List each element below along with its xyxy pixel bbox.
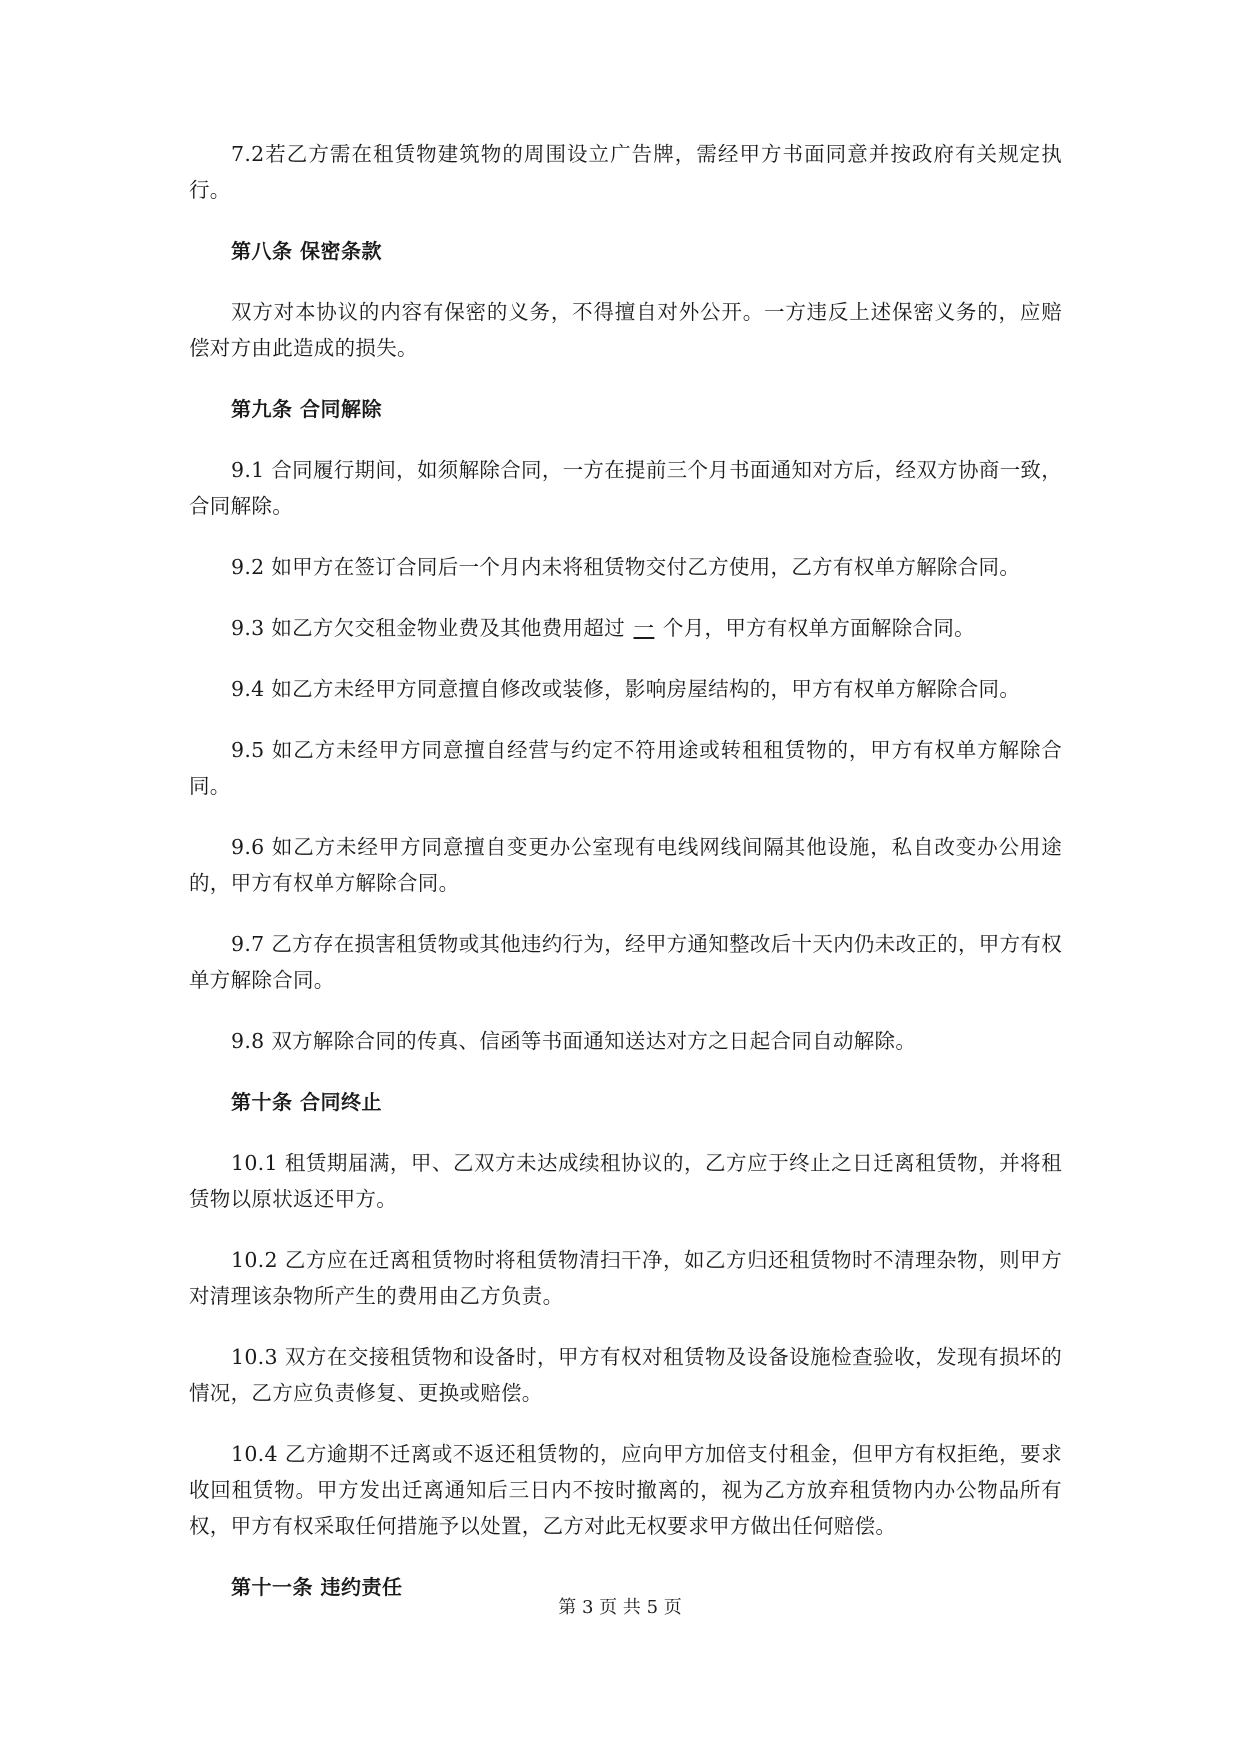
document-body [189, 136, 1062, 1630]
clause-10-1: 10.1 租赁期届满，甲、乙双方未达成续租协议的，乙方应于终止之日迁离租赁物，并将租赁物以原状返还甲方。 [189, 1151, 1062, 1211]
clause-9-4: 9.4 如乙方未经甲方同意擅自修改或装修，影响房屋结构的，甲方有权单方解除合同。 [231, 677, 1021, 701]
clause-9-1: 9.1 合同履行期间，如须解除合同，一方在提前三个月书面通知对方后，经双方协商一致，合同解除。 [189, 458, 1062, 518]
article-9-heading: 第九条 合同解除 [231, 397, 382, 421]
clause-9-8: 9.8 双方解除合同的传真、信函等书面通知送达对方之日起合同自动解除。 [231, 1029, 917, 1053]
clause-10-3: 10.3 双方在交接租赁物和设备时，甲方有权对租赁物及设备设施检查验收，发现有损坏的情况，乙方应负责修复、更换或赔偿。 [189, 1345, 1062, 1405]
article-8-heading: 第八条 保密条款 [231, 239, 382, 263]
clause-9-3-after: 个月，甲方有权单方面解除合同。 [662, 616, 975, 640]
clause-9-3-before: 9.3 如乙方欠交租金物业费及其他费用超过 [231, 616, 625, 640]
clause-9-2: 9.2 如甲方在签订合同后一个月内未将租赁物交付乙方使用，乙方有权单方解除合同。 [231, 555, 1021, 579]
article-8-text: 双方对本协议的内容有保密的义务，不得擅自对外公开。一方违反上述保密义务的，应赔偿对方由此造成的损失。 [189, 300, 1062, 360]
clause-10-4: 10.4 乙方逾期不迁离或不返还租赁物的，应向甲方加倍支付租金，但甲方有权拒绝，要求收回租赁物。甲方发出迁离通知后三日内不按时撤离的，视为乙方放弃租赁物内办公物品所有权，甲方有权采取任何措施予以处置，乙方对此无权要求甲方做出任何赔偿。 [189, 1442, 1062, 1538]
clause-9-3-blank: 一 [633, 616, 655, 640]
article-11-heading: 第十一条 违约责任 [231, 1575, 403, 1599]
clause-9-7: 9.7 乙方存在损害租赁物或其他违约行为，经甲方通知整改后十天内仍未改正的，甲方有权单方解除合同。 [189, 932, 1062, 992]
clause-9-5: 9.5 如乙方未经甲方同意擅自经营与约定不符用途或转租租赁物的，甲方有权单方解除合同。 [189, 738, 1062, 798]
article-10-heading: 第十条 合同终止 [231, 1090, 382, 1114]
clause-7-2: 7.2若乙方需在租赁物建筑物的周围设立广告牌，需经甲方书面同意并按政府有关规定执行。 [189, 142, 1062, 202]
page-footer: 第 3 页 共 5 页 [558, 1597, 682, 1618]
clause-10-2: 10.2 乙方应在迁离租赁物时将租赁物清扫干净，如乙方归还租赁物时不清理杂物，则甲方对清理该杂物所产生的费用由乙方负责。 [189, 1248, 1062, 1308]
clause-9-6: 9.6 如乙方未经甲方同意擅自变更办公室现有电线网线间隔其他设施，私自改变办公用途的，甲方有权单方解除合同。 [189, 835, 1062, 895]
clause-9-3 [189, 610, 1062, 646]
